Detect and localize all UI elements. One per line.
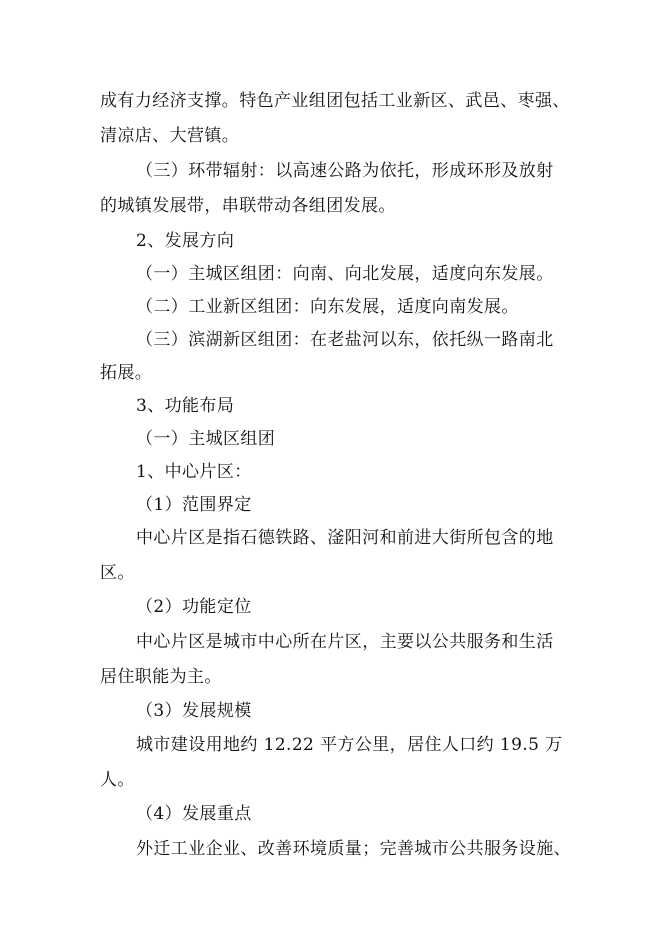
item-heading: （1）范围界定	[136, 495, 252, 515]
item-heading: （3）发展规模	[136, 701, 252, 721]
item-heading: （4）发展重点	[136, 804, 252, 824]
text-line: 中心片区是城市中心所在片区，主要以公共服务和生活	[136, 632, 554, 652]
text-line: 的城镇发展带，串联带动各组团发展。	[100, 196, 396, 216]
text-line: 城市建设用地约 12.22 平方公里，居住人口约 19.5 万	[136, 735, 563, 755]
text-line: （三）滨湖新区组团：在老盐河以东，依托纵一路南北	[136, 330, 554, 350]
text-line: （三）环带辐射：以高速公路为依托，形成环形及放射	[136, 161, 554, 181]
subsection-heading: （一）主城区组团	[136, 429, 276, 449]
text-line: 成有力经济支撑。特色产业组团包括工业新区、武邑、枣强、	[100, 91, 570, 111]
text-line: 中心片区是指石德铁路、滏阳河和前进大街所包含的地	[136, 528, 554, 548]
text-line: 外迁工业企业、改善环境质量；完善城市公共服务设施、	[136, 839, 571, 859]
section-heading: 3、功能布局	[136, 396, 235, 416]
text-line: 居住职能为主。	[100, 667, 222, 687]
section-heading: 2、发展方向	[136, 231, 235, 251]
text-line: 区。	[100, 563, 135, 583]
subsection-heading: 1、中心片区：	[136, 462, 252, 482]
text-line: 人。	[100, 770, 135, 790]
text-line: 拓展。	[100, 363, 153, 383]
text-line: （一）主城区组团：向南、向北发展，适度向东发展。	[136, 264, 554, 284]
item-heading: （2）功能定位	[136, 597, 252, 617]
text-line: （二）工业新区组团：向东发展，适度向南发展。	[136, 297, 519, 317]
text-line: 清凉店、大营镇。	[100, 126, 240, 146]
